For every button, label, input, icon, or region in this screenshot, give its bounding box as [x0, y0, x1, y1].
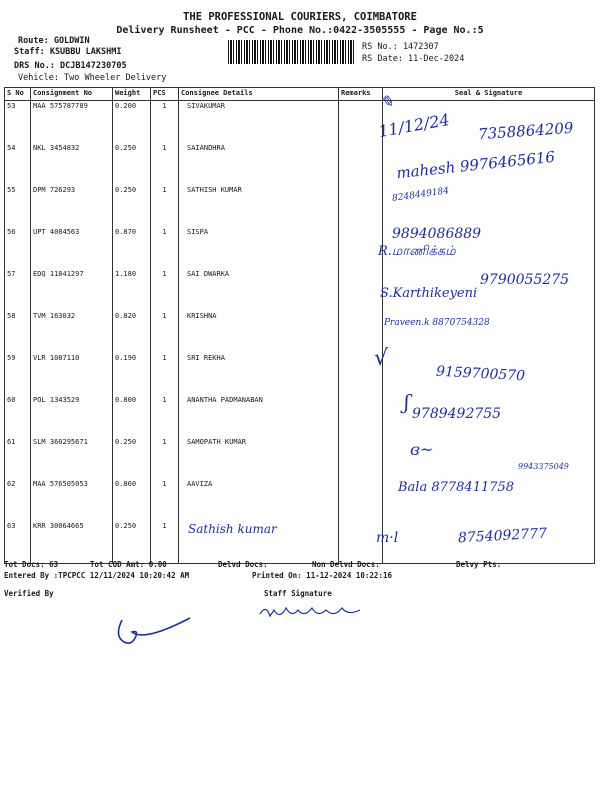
- table-row: [5, 185, 595, 227]
- staff-signature: [256, 600, 366, 626]
- row-consignment-no: UPT 4084563: [31, 227, 113, 269]
- rs-date: RS Date: 11-Dec-2024: [362, 54, 465, 64]
- row-weight: 0.860: [113, 479, 151, 521]
- row-weight: 0.250: [113, 185, 151, 227]
- row-weight: 0.800: [113, 395, 151, 437]
- row-sno: 60: [5, 395, 31, 437]
- non-delvd-docs: Non Delvd Docs:: [312, 560, 380, 569]
- col-weight: Weight: [113, 88, 151, 101]
- row-consignment-no: NKL 3454832: [31, 143, 113, 185]
- row-weight: 0.250: [113, 521, 151, 564]
- seal-stamp: ✎: [380, 92, 394, 111]
- row-consignee: SAIANDHRA: [179, 143, 339, 185]
- verified-by: Verified By: [4, 589, 54, 598]
- sig-59-mark: √: [374, 346, 389, 371]
- row-pcs: 1: [151, 395, 179, 437]
- delvd-docs: Delvd Docs:: [218, 560, 268, 569]
- delvy-pts: Delvy Pts:: [456, 560, 502, 569]
- sig-63-mark: m·l: [376, 530, 399, 546]
- sig-60-phone: 9789492755: [412, 406, 502, 422]
- row-sno: 59: [5, 353, 31, 395]
- row-consignee: SATHISH KUMAR: [179, 185, 339, 227]
- staff-signature-label: Staff Signature: [264, 589, 332, 598]
- sig-59-phone: 9159700570: [435, 363, 526, 385]
- sig-63-phone: 8754092777: [457, 525, 548, 547]
- route-label: Route: GOLDWIN: [18, 36, 90, 46]
- row-consignment-no: POL 1343529: [31, 395, 113, 437]
- row-weight: 1.180: [113, 269, 151, 311]
- row-consignee: SRI REKHA: [179, 353, 339, 395]
- row-pcs: 1: [151, 521, 179, 564]
- row-consignee: SISPA: [179, 227, 339, 269]
- row-sno: 57: [5, 269, 31, 311]
- rs-no: RS No.: 1472307: [362, 42, 439, 52]
- sig-63-name: Sathish kumar: [188, 522, 277, 536]
- row-consignment-no: TVM 163032: [31, 311, 113, 353]
- row-consignment-no: MAA 575787789: [31, 101, 113, 144]
- sig-56-phone: 9894086889: [392, 226, 482, 242]
- row-pcs: 1: [151, 437, 179, 479]
- sig-61-phone: 9943375049: [518, 462, 569, 471]
- row-weight: 0.250: [113, 143, 151, 185]
- row-consignee: AAVIZA: [179, 479, 339, 521]
- drs-label: DRS No.: DCJB147230705: [14, 61, 127, 71]
- row-sno: 55: [5, 185, 31, 227]
- row-weight: 0.250: [113, 437, 151, 479]
- row-sno: 56: [5, 227, 31, 269]
- sig-53-phone: 7358864209: [477, 118, 574, 144]
- sig-55: 8248449184: [391, 186, 450, 204]
- barcode: [228, 40, 356, 64]
- table-row: [5, 437, 595, 479]
- row-consignment-no: MAA 576505053: [31, 479, 113, 521]
- row-consignment-no: SLM 360295671: [31, 437, 113, 479]
- row-pcs: 1: [151, 479, 179, 521]
- row-remarks: [339, 185, 383, 227]
- table-row: [5, 227, 595, 269]
- row-consignee: KRISHNA: [179, 311, 339, 353]
- sig-57-phone: 9790055275: [480, 272, 570, 288]
- row-weight: 0.200: [113, 101, 151, 144]
- table-header: [5, 88, 595, 101]
- col-remarks: Remarks: [339, 88, 383, 101]
- sig-58: Praveen.k 8870754328: [384, 318, 490, 328]
- row-weight: 0.870: [113, 227, 151, 269]
- row-consignee: SIVAKUMAR: [179, 101, 339, 144]
- verifier-signature: [110, 612, 200, 652]
- row-consignment-no: VLR 1087110: [31, 353, 113, 395]
- tot-cod: Tot COD Amt: 0.00: [90, 560, 167, 569]
- row-weight: 0.820: [113, 311, 151, 353]
- tot-docs: Tot Docs: 63: [4, 560, 59, 569]
- row-remarks: [339, 269, 383, 311]
- col-pcs: PCS: [151, 88, 179, 101]
- col-signature: Seal & Signature: [383, 88, 595, 101]
- col-sno: S No: [5, 88, 31, 101]
- row-remarks: [339, 227, 383, 269]
- vehicle-label: Vehicle: Two Wheeler Delivery: [18, 73, 167, 83]
- row-sno: 58: [5, 311, 31, 353]
- row-sno: 54: [5, 143, 31, 185]
- row-remarks: [339, 479, 383, 521]
- entered-by: Entered By :TPCPCC 12/11/2024 10:20:42 AM: [4, 571, 190, 580]
- table-row: [5, 395, 595, 437]
- table-row: [5, 311, 595, 353]
- col-consignee: Consignee Details: [179, 88, 339, 101]
- row-sno: 62: [5, 479, 31, 521]
- staff-label: Staff: KSUBBU LAKSHMI: [14, 47, 122, 57]
- col-consignment: Consignment No: [31, 88, 113, 101]
- row-consignee: ANANTHA PADMANABAN: [179, 395, 339, 437]
- runsheet-subtitle: Delivery Runsheet - PCC - Phone No.:0422-3505555 - Page No.:5: [116, 25, 484, 36]
- row-sno: 61: [5, 437, 31, 479]
- row-pcs: 1: [151, 143, 179, 185]
- row-pcs: 1: [151, 269, 179, 311]
- row-consignment-no: KRR 30064665: [31, 521, 113, 564]
- sig-53-date: 11/12/24: [376, 109, 451, 142]
- sig-61-mark: ɞ~: [410, 440, 434, 459]
- sig-60-mark: ʃ: [404, 390, 410, 414]
- row-remarks: [339, 437, 383, 479]
- row-pcs: 1: [151, 227, 179, 269]
- company-title: THE PROFESSIONAL COURIERS, COIMBATORE: [183, 11, 417, 23]
- sig-54: mahesh 9976465616: [395, 147, 556, 183]
- sig-62: Bala 8778411758: [398, 480, 515, 495]
- row-consignee: SAMOPATH KUMAR: [179, 437, 339, 479]
- sig-56-name: R.மாணிக்கம்: [378, 244, 456, 259]
- row-pcs: 1: [151, 101, 179, 144]
- row-pcs: 1: [151, 353, 179, 395]
- row-sno: 53: [5, 101, 31, 144]
- row-consignee: SAI DWARKA: [179, 269, 339, 311]
- row-consignment-no: EDQ 11841297: [31, 269, 113, 311]
- row-remarks: [339, 395, 383, 437]
- row-pcs: 1: [151, 311, 179, 353]
- row-weight: 0.190: [113, 353, 151, 395]
- row-pcs: 1: [151, 185, 179, 227]
- row-consignment-no: DPM 726293: [31, 185, 113, 227]
- printed-on: Printed On: 11-12-2024 10:22:16: [252, 571, 392, 580]
- sig-57-name: S.Karthikeyeni: [380, 286, 478, 301]
- row-remarks: [339, 143, 383, 185]
- row-sno: 63: [5, 521, 31, 564]
